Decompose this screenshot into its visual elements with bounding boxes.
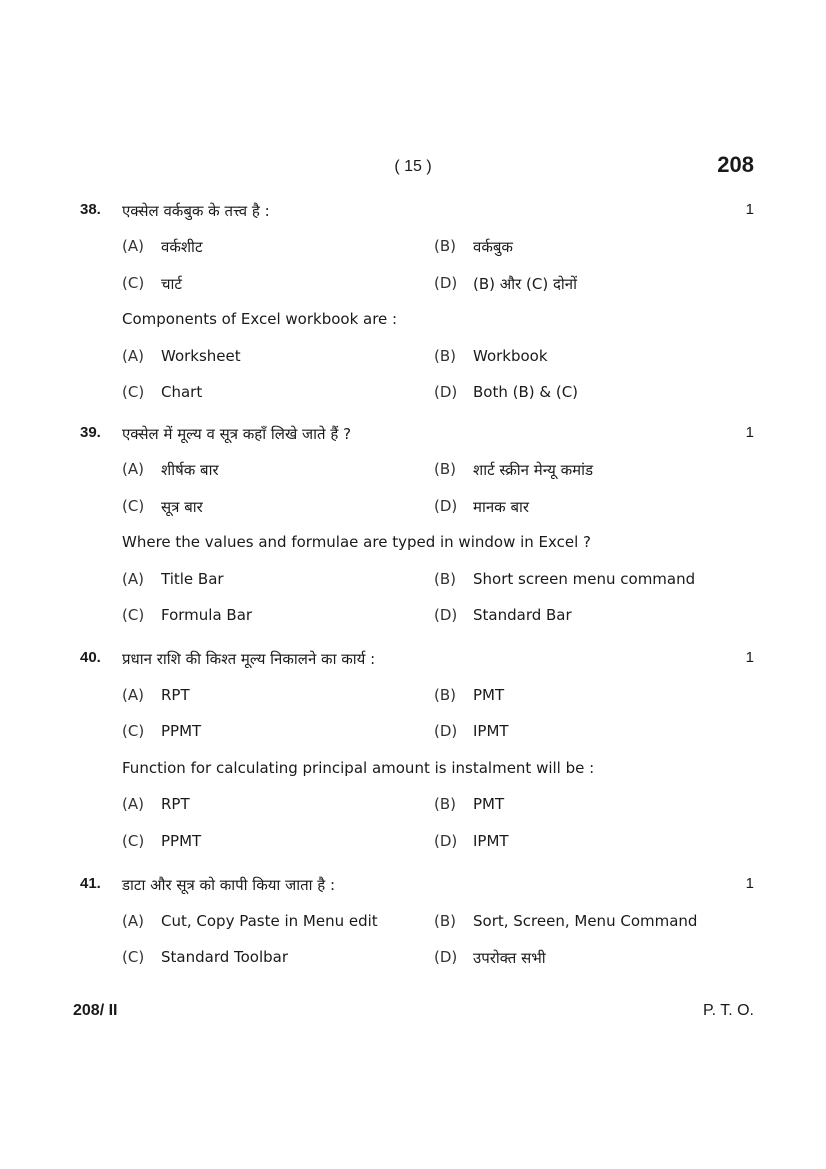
question-text-hindi: प्रधान राशि की किश्त मूल्य निकालने का कार्य : xyxy=(122,650,376,668)
exam-page: ( 15 ) 208 38. एक्सेल वर्कबुक के तत्त्व है : 1 (A) वर्कशीट (B) वर्कबुक (C) चार्ट (D) (B) और (C) दोनों Components of Excel workbook are : (A) Worksheet (B) Workbook (C) Chart (D) Both (B) & (C) 39. एक्सेल में मूल्य व सूत्र कहाँ लिखे जाते हैं ? 1 (A) शीर्षक बार (B) शार्ट स्क्रीन मेन्यू कमांड (C) सूत्र बार (D) मानक बार Where the values and formulae are typed in window in Excel ? (A) Title Bar (B) Short screen menu command (C) Formula Bar (D) Standard Bar 40. प्रधान राशि की किश्त मूल्य निकालने का कार्य : 1 (A) RPT (B) PMT (C) PPMT (D) IPMT Function for calculating principal amount is instalment will be : (A) RPT (B) PMT (C) PPMT (D) IPMT 41. डाटा और सूत्र को कापी किया जाता है : 1 (A) Cut, Copy Paste in Menu edit (B) Sort, Screen, Menu Command (C) Standard Toolbar (D) उपरोक्त सभी 208/ II P. T. O. xyxy=(0,0,826,1169)
question-marks: 1 xyxy=(745,649,754,666)
question-text-english: Where the values and formulae are typed in window in Excel ? xyxy=(122,533,592,551)
question-text-english: Components of Excel workbook are : xyxy=(122,310,398,328)
question-number: 39. xyxy=(80,424,101,441)
question-40-header xyxy=(0,649,826,669)
question-marks: 1 xyxy=(745,201,754,218)
paper-code: 208 xyxy=(717,152,754,177)
question-41-header xyxy=(0,875,826,895)
question-number: 41. xyxy=(80,875,101,892)
question-text-hindi: डाटा और सूत्र को कापी किया जाता है : xyxy=(122,876,336,894)
page-number: ( 15 ) xyxy=(394,158,432,175)
footer-paper-code: 208/ II xyxy=(73,1002,118,1019)
question-number: 38. xyxy=(80,201,101,218)
question-marks: 1 xyxy=(745,424,754,441)
question-text-hindi: एक्सेल वर्कबुक के तत्त्व है : xyxy=(122,202,270,220)
question-text-hindi: एक्सेल में मूल्य व सूत्र कहाँ लिखे जाते हैं ? xyxy=(122,425,352,443)
question-39-header xyxy=(0,424,826,444)
footer-pto: P. T. O. xyxy=(703,1002,754,1019)
question-marks: 1 xyxy=(745,875,754,892)
question-text-english: Function for calculating principal amount is instalment will be : xyxy=(122,759,595,777)
question-38-header xyxy=(0,201,826,221)
question-number: 40. xyxy=(80,649,101,666)
